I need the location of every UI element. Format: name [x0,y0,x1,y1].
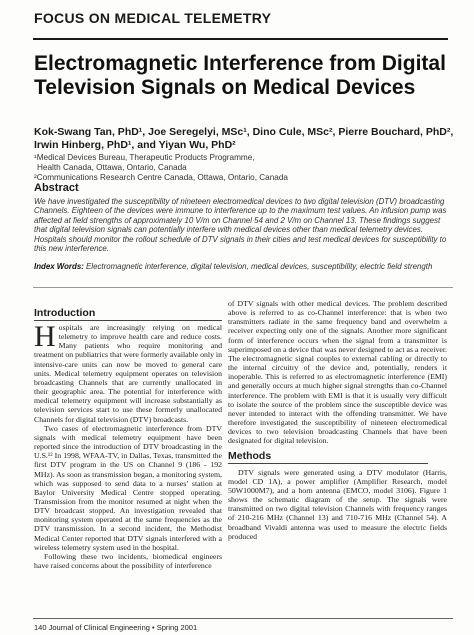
index-words-label: Index Words: [34,262,84,271]
index-words [34,262,454,271]
body-paragraph: of DTV signals with other medical devices. The problem described above is referred to as co-Channel interference: that is when two transmitters radiate in the same frequency band and overwhelm a receiver expecting only one of the signals. Another more significant form of interference occurs when the signal from a transmitter is superimposed on a device that was never designed to act as a receiver. The electromagnetic signal couples to external cabling or directly to the internal circuitry of the device and, potentially, renders it inoperable. This is referred to as electromagnetic interference (EMI) and generally occurs at much higher signal strengths than co-Channel interference. The problem with EMI is that it is usually very difficult to isolate the source of the problem since the susceptible device was never intended to interact with the offending transmitter. We have therefore investigated the susceptibility of nineteen electromedical devices to two television broadcasting Channels that have been designated for digital television. [228,299,447,446]
section-label: FOCUS ON MEDICAL TELEMETRY [34,10,272,26]
left-column [34,320,222,571]
author-list: Kok-Swang Tan, PhD¹, Joe Seregelyi, MSc¹, Dino Cule, MSc², Pierre Bouchard, PhD², Irwin Hinberg, PhD¹, and Yiyan Wu, PhD² [34,126,454,151]
affiliation-line: ²Communications Research Centre Canada, Ottawa, Ontario, Canada [34,173,288,182]
index-words-list: Electromagnetic interference, digital television, medical devices, susceptibility, electric field strength [86,262,433,271]
methods-heading: Methods [228,449,272,462]
methods-paragraph: DTV signals were generated using a DTV modulator (Harris, model CD 1A), a power amplifier (Amplifier Research, model 50W1000M7), and a horn antenna (EMCO, model 3106). Figure 1 shows the schematic diagram of the setup. The signals were transmitted on two digital television Channels with frequency ranges of 210-216 MHz (Channel 13) and 710-716 MHz (Channel 54). A broadband Vivaldi antenna was used to measure the electric fields produced [228,467,447,541]
divider [34,320,222,321]
abstract-text: We have investigated the susceptibility of nineteen electromedical devices to two digital television (DTV) broadcasting Channels. Eighteen of the devices were immune to interference up to the maximum test values. An infusion pump was affected at field strengths of approximately 10 V/m on Channel 54 and 2 V/m on Channel 13. These findings suggest that digital television signals can potentially interfere with medical devices other than medical telemetry devices. Hospitals should monitor the rollout schedule of DTV signals in their cities and test medical devices for susceptibility to this new interference. [34,197,447,254]
affiliation-line: Health Canada, Ottawa, Ontario, Canada [37,163,187,172]
affiliation-line: ¹Medical Devices Bureau, Therapeutic Products Programme, [34,153,255,162]
intro-paragraph: Two cases of electromagnetic interference from DTV signals with medical telemetry equipment have been reported since the introduction of DTV broadcasting in the U.S.¹² In 1998, WFAA-TV, in Dallas, Texas, transmitted the first DTV program in the US on Channel 9 (186 - 192 MHz). As soon as transmission began, a monitoring system, which was supposed to send data to a nurses’ station at Baylor University Medical Centre stopped operating. Transmission from the monitor resumed at night when the DTV broadcast stopped. An investigation revealed that monitoring system operated at the same frequencies as the DTV transmission. In a second incident, the Methodist Medical Center reported that DTV signals interfered with a wireless telemetry system used in the hospital. [34,423,222,552]
drop-cap: H [34,320,56,353]
intro-paragraph: Hospitals are increasingly relying on medical telemetry to improve health care and reduce costs. Many patients who require monitoring and treatment on publiatrics that were formerly available only in intensive-care units can now be moved to general care units. Medical telemetry equipment operates on television broadcasting Channels that are currently unallocated in their geographic area. The potential for interference with medical telemetry equipment will increase substantially as television services start to use these formerly unallocated Channels for digital television (DTV) broadcasts. [34,320,222,424]
divider [228,463,428,464]
divider [33,618,453,619]
divider [33,287,453,288]
article-title: Electromagnetic Interference from Digital Television Signals on Medical Devices [34,52,446,99]
introduction-heading: Introduction [34,307,96,319]
affiliations [34,153,454,183]
page-footer: 140 Journal of Clinical Engineering • Spring 2001 [34,623,198,632]
abstract-heading: Abstract [34,182,79,194]
right-column [228,299,447,541]
intro-paragraph: Following these two incidents, biomedical engineers have raised concerns about the possibility of interference [34,551,222,571]
